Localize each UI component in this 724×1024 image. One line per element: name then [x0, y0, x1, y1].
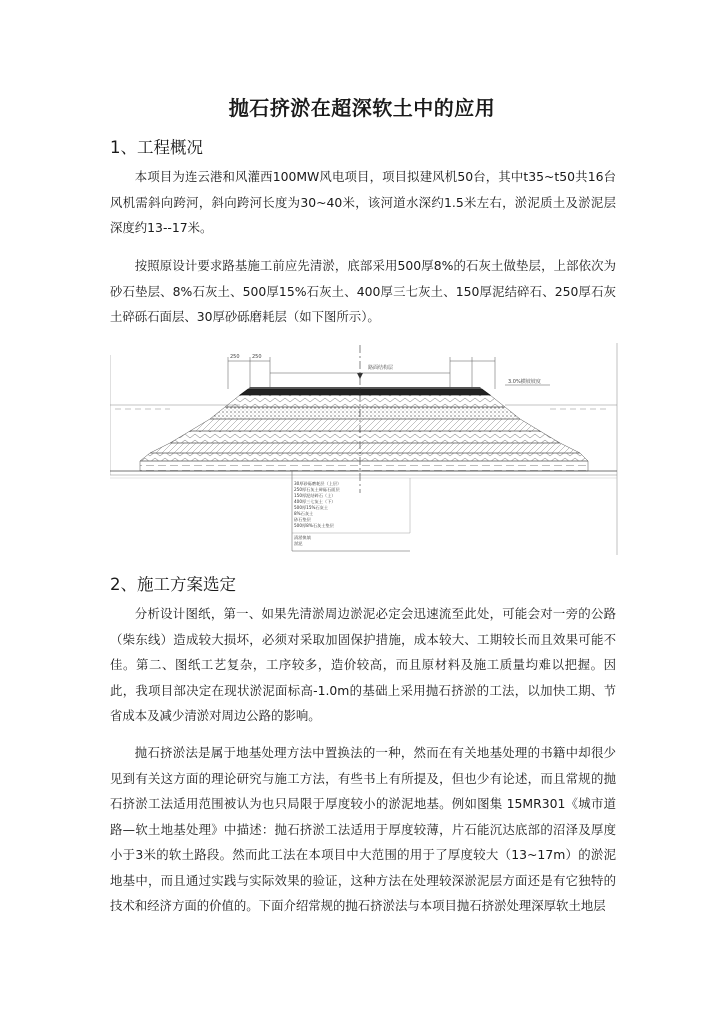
dimension-label: 250	[252, 354, 262, 360]
section-2-paragraph-2: 抛石挤淤法是属于地基处理方法中置换法的一种，然而在有关地基处理的书籍中却很少见到有关这方面的理论研究与施工方法，有些书上有所提及，但也少有论述，而且常规的抛石挤淤工法适用范围被认为也只局限于厚度较小的淤泥地基。例如图集 15MR301《城市道路—软土地基处理》中描述：抛石挤淤工法适用于厚度较薄，片石能沉达底部的沼泽及厚度小于3米的软土路段。然而此工法在本项目中大范围的用于了厚度较大（13~17m）的淤泥地基中，而且通过实践与实际效果的验证，这种方法在处理较深淤泥层方面还是有它独特的技术和经济方面的价值的。下面介绍常规的抛石挤淤法与本项目抛石挤淤处理深厚软土地层	[110, 745, 616, 913]
legend-item: 淤泥	[294, 541, 303, 546]
legend-item: 砂石垫层	[294, 517, 311, 522]
section-2-paragraph-1: 分析设计图纸，第一、如果先清淤周边淤泥必定会迅速流至此处，可能会对一旁的公路（柴东线）造成较大损坏，必须对采取加固保护措施，成本较大、工期较长而且效果可能不佳。第二、图纸工艺复杂，工序较多，造价较高，而且原材料及施工质量均难以把握。因此，我项目部决定在现状淤泥面标高-1.0m的基础上采用抛石挤淤的工法，以加快工期、节省成本及减少清淤对周边公路的影响。	[110, 606, 616, 723]
section-1-paragraph-1: 本项目为连云港和风灌西100MW风电项目，项目拟建风机50台，其中t35~t50共16台风机需斜向跨河，斜向跨河长度为30~40米，该河道水深约1.5米左右，淤泥质土及淤泥层深度约13--17米。	[110, 169, 616, 235]
roadbed-cross-section-figure	[110, 343, 618, 555]
section-1-heading: 1、工程概况	[110, 138, 203, 157]
legend-item: 250厚石灰土碎砾石面层	[294, 487, 340, 492]
section-1-paragraph-2: 按照原设计要求路基施工前应先清淤，底部采用500厚8%的石灰土做垫层，上部依次为砂石垫层、8%石灰土、500厚15%石灰土、400厚三七灰土、150厚泥结碎石、250厚石灰土碎砾石面层、30厚砂砾磨耗层（如下图所示）。	[110, 258, 616, 324]
legend-item: 清淤换填	[294, 535, 311, 540]
legend-table	[292, 471, 410, 551]
legend-item: 8%石灰土	[294, 511, 314, 516]
section-2-heading: 2、施工方案选定	[110, 575, 236, 594]
dimension-label: 250	[230, 354, 240, 360]
water-level-label: 3.0%横坡坡度	[508, 379, 541, 385]
legend-item: 500厚15%石灰土	[294, 505, 329, 510]
legend-item: 500厚8%石灰土垫层	[294, 523, 334, 528]
legend-item: 30厚砂砾磨耗层（上层）	[294, 481, 342, 486]
legend-item: 150厚泥结碎石（上）	[294, 493, 336, 498]
cross-section-drawing	[110, 343, 618, 555]
legend-item: 400厚三七灰土（下）	[294, 499, 336, 504]
dimension-lines	[228, 357, 495, 389]
document-title: 抛石挤淤在超深软土中的应用	[228, 96, 496, 120]
road-structure-label: 路面结构层	[368, 365, 394, 371]
